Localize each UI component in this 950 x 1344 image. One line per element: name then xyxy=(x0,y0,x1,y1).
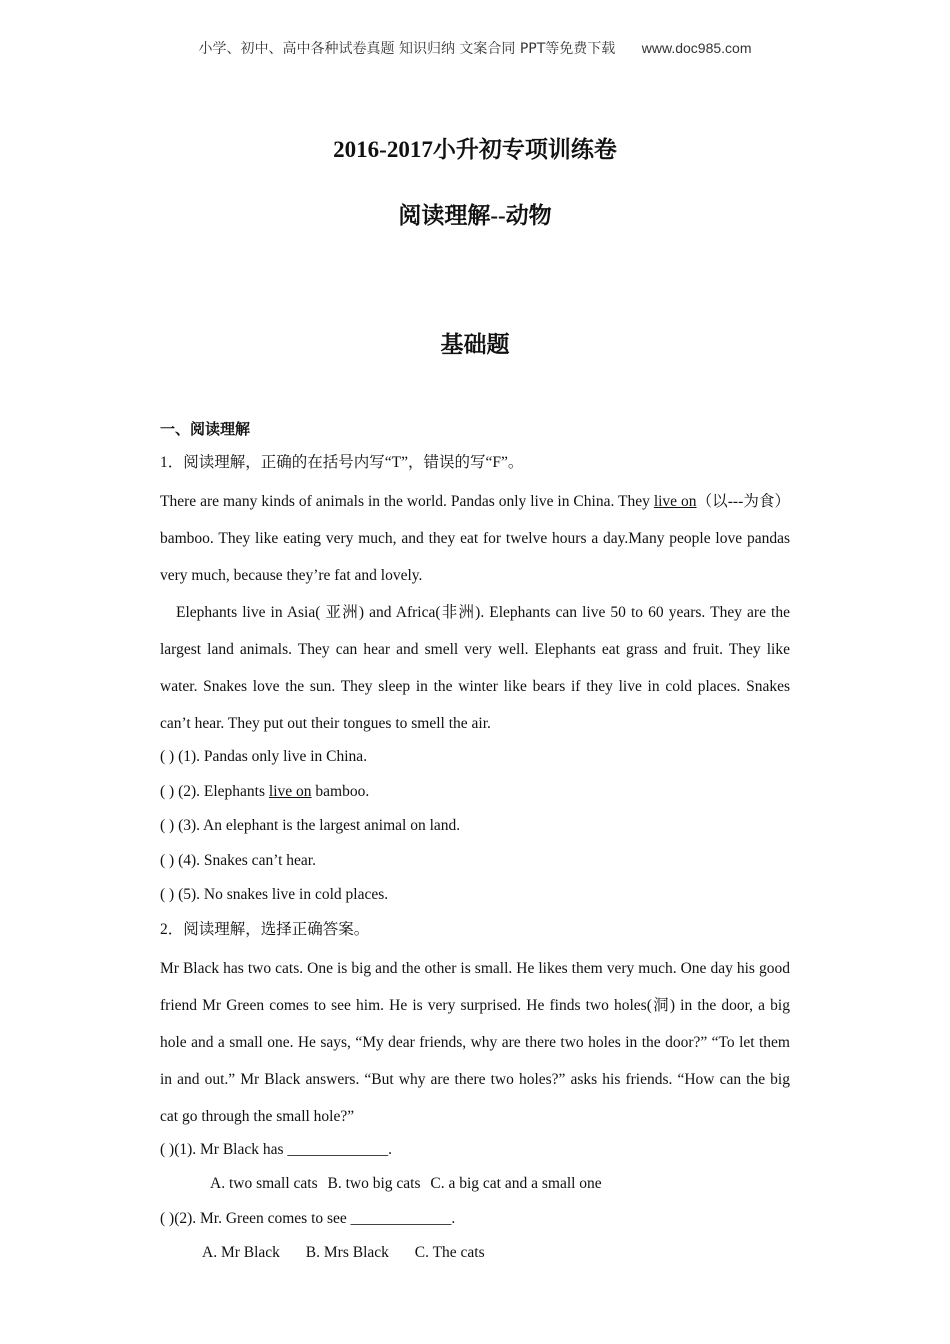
document-subtitle: 阅读理解--动物 xyxy=(398,203,552,228)
option-b: B. two big cats xyxy=(327,1175,421,1192)
question-1-item-5: ( ) (5). No snakes live in cold places. xyxy=(160,886,389,903)
question-2-passage: Mr Black has two cats. One is big and the other is small. He likes them very much. One day his good friend Mr Green comes to see him. He is very surprised. He finds two holes(洞) in the door, a big hole and a small one. He says, “My dear friends, why are there two holes in the door?” “To let them in and out.” Mr Black answers. “But why are there two holes?” asks his friends. “How can the big cat go through the small hole?” xyxy=(160,959,790,1125)
option-c: C. The cats xyxy=(414,1244,485,1261)
document-body xyxy=(160,415,790,1273)
question-1-passage-paragraph-1: There are many kinds of animals in the world. Pandas only live in China. They live on（以---为食） bamboo. They like eating very much, and they eat for twelve hours a day.Many people love pandas very much, because they’re fat and lovely. xyxy=(160,493,790,584)
question-2-instruction: 2．阅读理解，选择正确答案。 xyxy=(160,920,370,938)
question-2-item-2-options xyxy=(160,1238,790,1273)
section-heading: 一、阅读理解 xyxy=(160,420,251,438)
question-2-item-1: ( )(1). Mr Black has _____________. xyxy=(160,1140,393,1158)
underlined-phrase: live on xyxy=(653,493,697,510)
question-2-item-1-options xyxy=(160,1169,790,1204)
question-1-item-3: ( ) (3). An elephant is the largest animal on land. xyxy=(160,817,461,834)
question-1-item-2: ( ) (2). Elephants live on bamboo. xyxy=(160,782,370,800)
question-1-passage-paragraph-2: Elephants live in Asia( 亚洲) and Africa(非洲). Elephants can live 50 to 60 years. They are the largest land animals. They can hear and smell very well. Elephants eat grass and fruit. They like water. Snakes love the sun. They sleep in the winter like bears if they live in cold places. Snakes can’t hear. They put out their tongues to smell the air. xyxy=(160,604,790,732)
document-title: 2016-2017小升初专项训练卷 xyxy=(333,137,617,162)
question-2-item-2: ( )(2). Mr. Green comes to see _____________. xyxy=(160,1209,456,1227)
option-b: B. Mrs Black xyxy=(305,1244,389,1261)
page-header xyxy=(0,38,950,58)
difficulty-heading: 基础题 xyxy=(440,332,510,357)
header-site-link[interactable]: www.doc985.com xyxy=(641,40,752,56)
underlined-phrase: live on xyxy=(268,782,312,800)
option-a: A. Mr Black xyxy=(202,1244,280,1261)
option-a: A. two small cats xyxy=(210,1175,318,1192)
question-1-item-1: ( ) (1). Pandas only live in China. xyxy=(160,748,368,765)
header-text: 小学、初中、高中各种试卷真题 知识归纳 文案合同 PPT等免费下载 xyxy=(198,41,616,57)
question-1-instruction: 1．阅读理解，正确的在括号内写“T”，错误的写“F”。 xyxy=(160,454,524,471)
question-1-item-4: ( ) (4). Snakes can’t hear. xyxy=(160,851,316,869)
option-c: C. a big cat and a small one xyxy=(430,1175,602,1192)
